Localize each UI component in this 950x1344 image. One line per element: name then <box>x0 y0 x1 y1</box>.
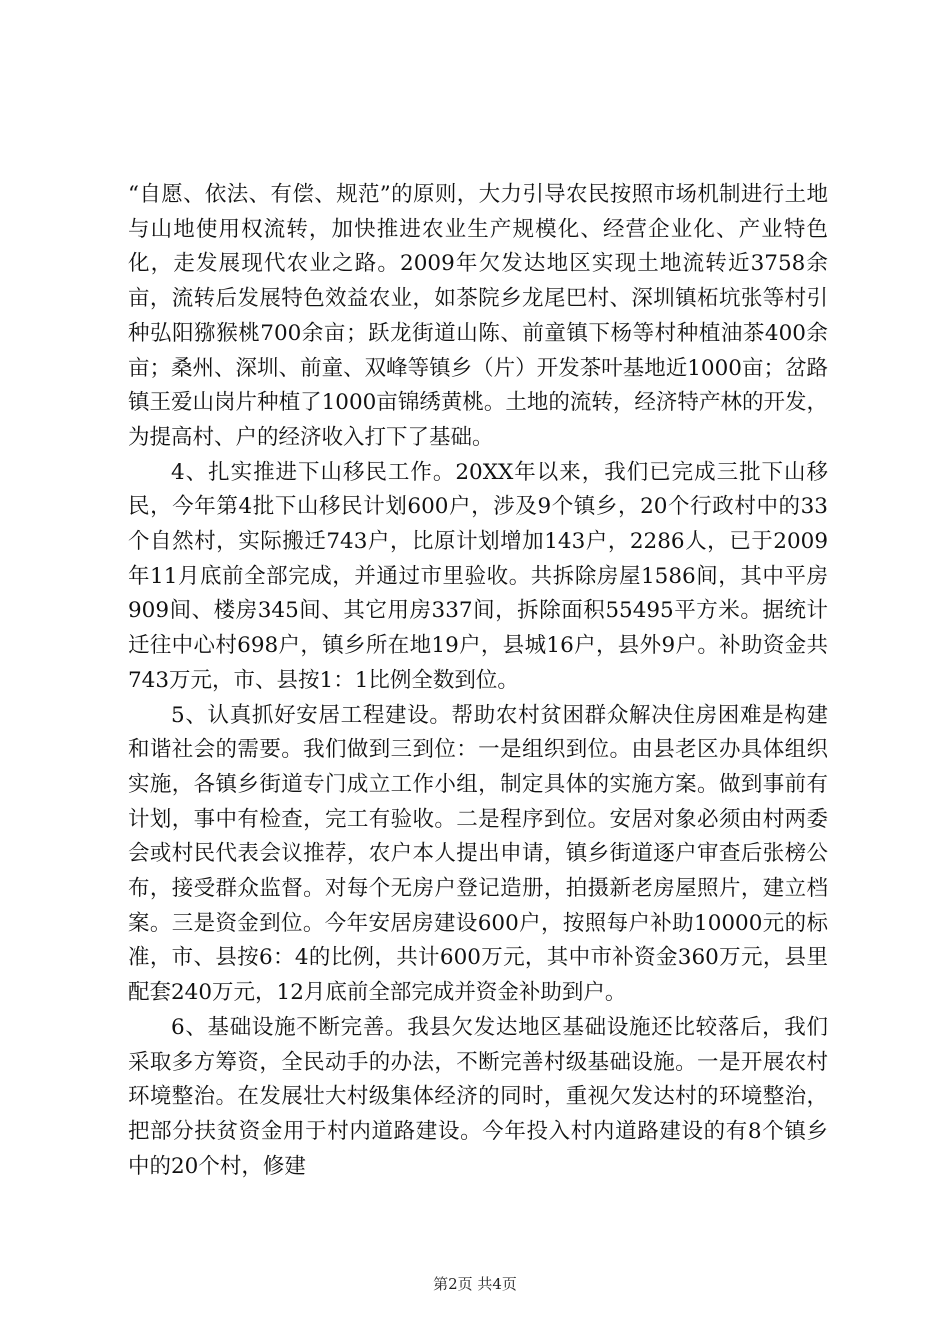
document-body <box>128 178 828 1184</box>
page-number-footer: 第2页 共4页 <box>433 1275 517 1293</box>
paragraph-infrastructure: 6、基础设施不断完善。我县欠发达地区基础设施还比较落后，我们采取多方筹资，全民动手的办法，不断完善村级基础设施。一是开展农村环境整治。在发展壮大村级集体经济的同时，重视欠发达村的环境整治，把部分扶贫资金用于村内道路建设。今年投入村内道路建设的有8个镇乡中的20个村，修建 <box>128 1014 828 1179</box>
paragraph-land-transfer: “自愿、依法、有偿、规范”的原则，大力引导农民按照市场机制进行土地与山地使用权流转，加快推进农业生产规模化、经营企业化、产业特色化，走发展现代农业之路。2009年欠发达地区实现土地流转近3758余亩，流转后发展特色效益农业，如茶院乡龙尾巴村、深圳镇柘坑张等村引种弘阳猕猴桃700余亩；跃龙街道山陈、前童镇下杨等村种植油茶400余亩；桑州、深圳、前童、双峰等镇乡（片）开发茶叶基地近1000亩；岔路镇王爱山岗片种植了1000亩锦绣黄桃。土地的流转，经济特产林的开发，为提高村、户的经济收入打下了基础。 <box>128 182 828 450</box>
paragraph-relocation: 4、扎实推进下山移民工作。20XX年以来，我们已完成三批下山移民，今年第4批下山移民计划600户，涉及9个镇乡，20个行政村中的33个自然村，实际搬迁743户，比原计划增加143户，2286人，已于2009年11月底前全部完成，并通过市里验收。共拆除房屋1586间，其中平房909间、楼房345间、其它用房337间，拆除面积55495平方米。据统计迁往中心村698户，镇乡所在地19户，县城16户，县外9户。补助资金共743万元，市、县按1：1比例全数到位。 <box>128 459 828 693</box>
paragraph-housing: 5、认真抓好安居工程建设。帮助农村贫困群众解决住房困难是构建和谐社会的需要。我们做到三到位：一是组织到位。由县老区办具体组织实施，各镇乡街道专门成立工作小组，制定具体的实施方案。做到事前有计划，事中有检查，完工有验收。二是程序到位。安居对象必须由村两委会或村民代表会议推荐，农户本人提出申请，镇乡街道逐户审查后张榜公布，接受群众监督。对每个无房户登记造册，拍摄新老房屋照片，建立档案。三是资金到位。今年安居房建设600户，按照每户补助10000元的标准，市、县按6：4的比例，共计600万元，其中市补资金360万元，县里配套240万元，12月底前全部完成并资金补助到户。 <box>128 702 828 1006</box>
